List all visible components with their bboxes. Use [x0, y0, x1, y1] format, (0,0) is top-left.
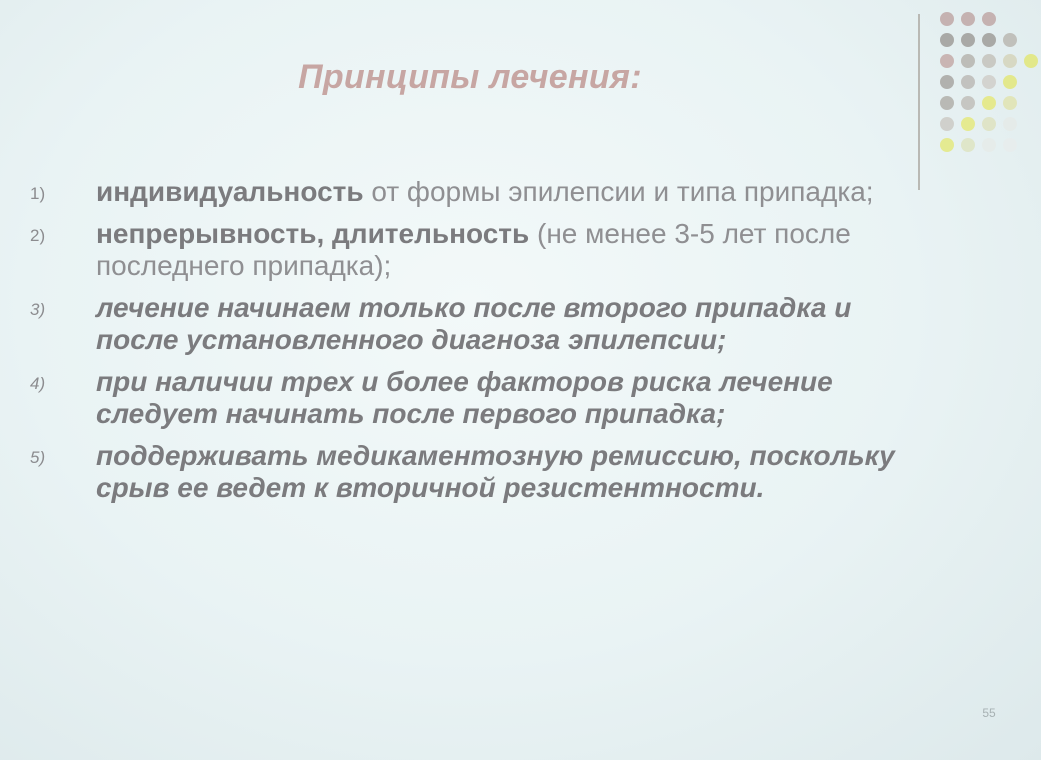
decorative-dot — [961, 75, 975, 89]
list-item — [30, 218, 910, 282]
list-item — [30, 176, 910, 208]
decorative-dot — [940, 75, 954, 89]
list-item — [30, 366, 910, 430]
list-number: 5) — [30, 448, 46, 467]
decorative-dot — [1003, 75, 1017, 89]
decorative-dot — [961, 117, 975, 131]
decorative-dot — [940, 138, 954, 152]
vertical-divider — [918, 14, 920, 190]
decorative-dot — [1003, 138, 1017, 152]
list-number: 4) — [30, 374, 46, 393]
decorative-dot — [940, 12, 954, 26]
list-item-text: лечение начинаем только после второго припадка и после установленного диагноза эпилепсии; — [96, 292, 852, 355]
decorative-dot — [1003, 117, 1017, 131]
treatment-principles-list — [30, 176, 910, 514]
list-number: 1) — [30, 184, 46, 203]
decorative-dot — [961, 96, 975, 110]
slide-title: Принципы лечения: — [298, 58, 642, 96]
list-item-emphasis: непрерывность, длительность — [96, 218, 530, 249]
decorative-dot — [961, 33, 975, 47]
decorative-dot — [982, 33, 996, 47]
list-item-text: от формы эпилепсии и типа припадка; — [363, 176, 874, 207]
list-item — [30, 440, 910, 504]
list-item — [30, 292, 910, 356]
decorative-dot-grid — [940, 12, 1036, 162]
decorative-dot — [1003, 96, 1017, 110]
list-item-emphasis: индивидуальность — [96, 176, 364, 207]
decorative-dot — [982, 96, 996, 110]
decorative-dot — [982, 12, 996, 26]
list-item-text: при наличии трех и более факторов риска лечение следует начинать после первого припадка; — [96, 366, 833, 429]
decorative-dot — [961, 54, 975, 68]
list-item-text: (не менее 3-5 лет после последнего припадка); — [96, 218, 851, 281]
decorative-dot — [961, 138, 975, 152]
decorative-dot — [982, 117, 996, 131]
decorative-dot — [940, 54, 954, 68]
decorative-dot — [1003, 54, 1017, 68]
decorative-dot — [940, 96, 954, 110]
decorative-dot — [1003, 33, 1017, 47]
decorative-dot — [940, 117, 954, 131]
decorative-dot — [982, 75, 996, 89]
decorative-dot — [961, 12, 975, 26]
list-item-text: поддерживать медикаментозную ремиссию, поскольку срыв ее ведет к вторичной резистентности. — [96, 440, 895, 503]
decorative-dot — [982, 54, 996, 68]
page-number: 55 — [982, 706, 996, 720]
list-number: 2) — [30, 226, 46, 245]
decorative-dot — [1024, 54, 1038, 68]
decorative-dot — [940, 33, 954, 47]
decorative-dot — [982, 138, 996, 152]
list-number: 3) — [30, 300, 46, 319]
